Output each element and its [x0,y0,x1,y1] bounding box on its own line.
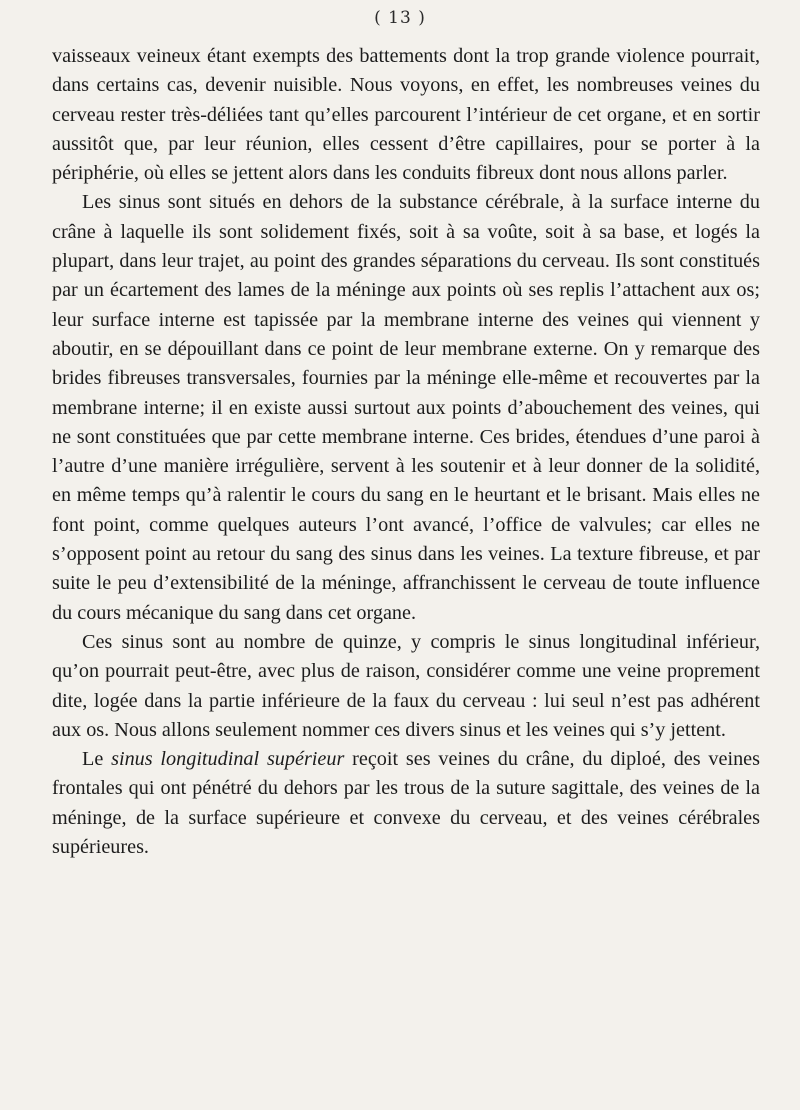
paragraph-3: Ces sinus sont au nombre de quinze, y compris le sinus longitudinal inférieur, qu’on pourrait peut-être, avec plus de raison, considérer comme une veine proprement dite, logée dans la partie inférieure de la faux du cerveau : lui seul n’est pas adhérent aux os. Nous allons seulement nommer ces divers sinus et les veines qui s’y jettent. [52,630,760,741]
page-number: ( 13 ) [374,8,426,28]
paragraph-1: vaisseaux veineux étant exempts des battements dont la trop grande violence pourrait, dans certains cas, devenir nuisible. Nous voyons, en effet, les nombreuses veines du cerveau rester très-déliées tant qu’elles parcourent l’intérieur de cet organe, et en sortir aussitôt que, par leur réunion, elles cessent d’être capillaires, pour se porter à la périphérie, où elles se jettent alors dans les conduits fibreux dont nous allons parler. [52,45,760,185]
paragraph-4-rest: reçoit ses veines du crâne, du diploé, des veines frontales qui ont pénétré du dehors par les trous de la suture sagittale, des veines de la méninge, de la surface supérieure et convexe du cerveau, et des veines cérébrales supérieures. [52,748,760,859]
paragraph-4-lead: Le [82,748,112,771]
body-text [52,42,760,862]
paragraph-4-italic-term: sinus longitudinal supérieur [111,748,345,771]
paragraph-4 [52,745,760,862]
paragraph-2: Les sinus sont situés en dehors de la substance cérébrale, à la surface interne du crâne à laquelle ils sont solidement fixés, soit à sa voûte, soit à sa base, et logés la plupart, dans leur trajet, au point des grandes séparations du cerveau. Ils sont constitués par un écartement des lames de la méninge aux points où ses replis l’attachent aux os; leur surface interne est tapissée par la membrane interne des veines qui viennent y aboutir, en se dépouillant dans ce point de leur membrane externe. On y remarque des brides fibreuses transversales, fournies par la méninge elle-même et recouvertes par la membrane interne; il en existe aussi surtout aux points d’abouchement des veines, qui ne sont constituées que par cette membrane interne. Ces brides, étendues d’une paroi à l’autre d’une manière irrégulière, servent à les soutenir et à leur donner de la solidité, en même temps qu’à ralentir le cours du sang en le heurtant et le brisant. Mais elles ne font point, comme quelques auteurs l’ont avancé, l’office de valvules; car elles ne s’opposent point au retour du sang des sinus dans les veines. La texture fibreuse, et par suite le peu d’extensibilité de la méninge, affranchissent le cerveau de toute influence du cours mécanique du sang dans cet organe. [52,191,760,624]
